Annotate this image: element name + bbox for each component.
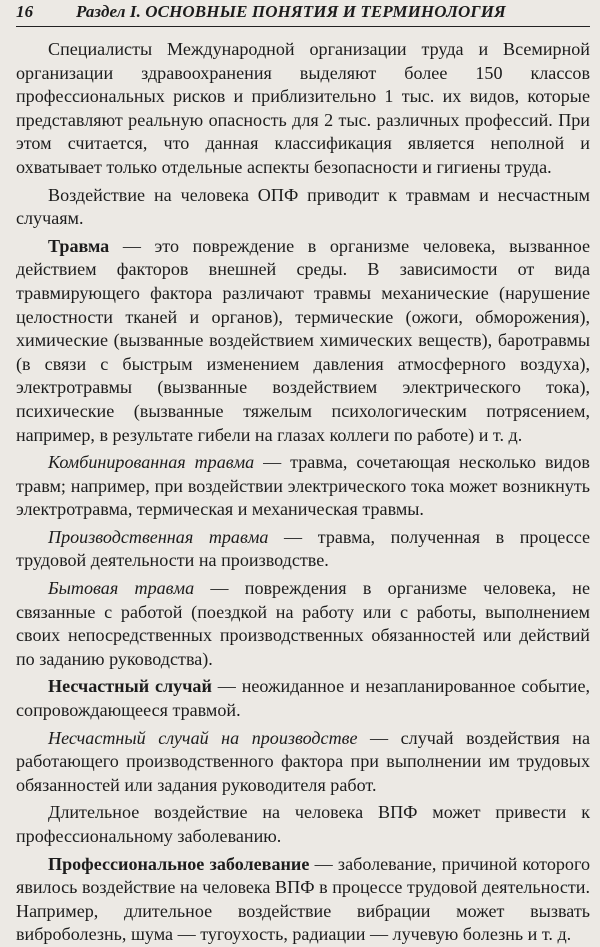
definition-combined-trauma (16, 451, 590, 522)
definition-occupational-disease (16, 853, 590, 947)
definition-text: — заболевание, причиной которого явилось воздействие на человека ВПФ в процессе трудовой деятельности. Например, длительное воздействие вибрации может вызвать виброболезнь, шума — тугоухость, радиации — лучевую болезнь и т. д. (16, 853, 591, 945)
definition-term: Несчастный случай (48, 676, 212, 697)
definition-term: Несчастный случай на производстве (48, 727, 358, 748)
paragraph-text: Длительное воздействие на человека ВПФ может привести к профессиональному заболеванию. (16, 802, 590, 846)
paragraph-vpf-impact (16, 801, 590, 848)
definition-accident (16, 675, 590, 722)
paragraph-intro (16, 38, 590, 180)
definition-text: — травма, полученная в процессе трудовой деятельности на производстве. (16, 526, 590, 571)
definition-text: — случай воздействия на работающего производственного фактора при выполнении им трудовых обязанностей или задания руководителя работ. (16, 727, 590, 795)
running-header (16, 0, 590, 27)
definition-text: — травма, сочетающая несколько видов травм; например, при воздействии электрического тока может возникнуть электротравма, термическая и механическая травмы. (16, 452, 590, 520)
paragraph-opf-impact (16, 184, 590, 231)
paragraph-text: Воздействие на человека ОПФ приводит к травмам и несчастным случаям. (16, 184, 590, 229)
body-text (16, 38, 590, 947)
definition-term: Травма (48, 235, 110, 256)
definition-term: Бытовая травма (48, 578, 195, 599)
definition-term: Производственная травма (48, 526, 269, 547)
definition-term: Профессиональное заболевание (48, 853, 310, 874)
definition-household-trauma (16, 577, 590, 671)
page-number: 16 (16, 2, 34, 21)
section-title: Раздел I. ОСНОВНЫЕ ПОНЯТИЯ И ТЕРМИНОЛОГИЯ (76, 2, 506, 21)
definition-workplace-accident (16, 727, 590, 798)
paragraph-text: Специалисты Международной организации труда и Всемирной организации здравоохранения выделяют более 150 классов профессиональных рисков и приблизительно 1 тыс. их видов, которые представляют реальную опасность для 2 тыс. различных профессий. При этом считается, что данная классификация является неполной и охватывает только отдельные аспекты безопасности и гигиены труда. (16, 39, 590, 177)
definition-trauma (16, 235, 590, 447)
definition-text: — неожиданное и незапланированное событие, сопровождающееся травмой. (16, 676, 590, 721)
definition-term: Комбинированная травма (48, 452, 255, 473)
definition-text: — это повреждение в организме человека, вызванное действием факторов внешней среды. В зависимости от вида травмирующего фактора различают травмы механические (нарушение целостности тканей и органов), термические (ожоги, обморожения), химические (вызванные воздействием химических веществ), баротравмы (в связи с быстрым изменением давления атмосферного воздуха), электротравмы (вызванные воздействием электрического тока), психические (вызванные тяжелым психологическим потрясением, например, в результате гибели на глазах коллеги по работе) и т. д. (16, 235, 590, 445)
definition-industrial-trauma (16, 526, 590, 573)
definition-text: — повреждения в организме человека, не связанные с работой (поездкой на работу или с работы, выполнением своих непосредственных производственных обязанностей или действий по заданию руководства). (16, 578, 590, 669)
